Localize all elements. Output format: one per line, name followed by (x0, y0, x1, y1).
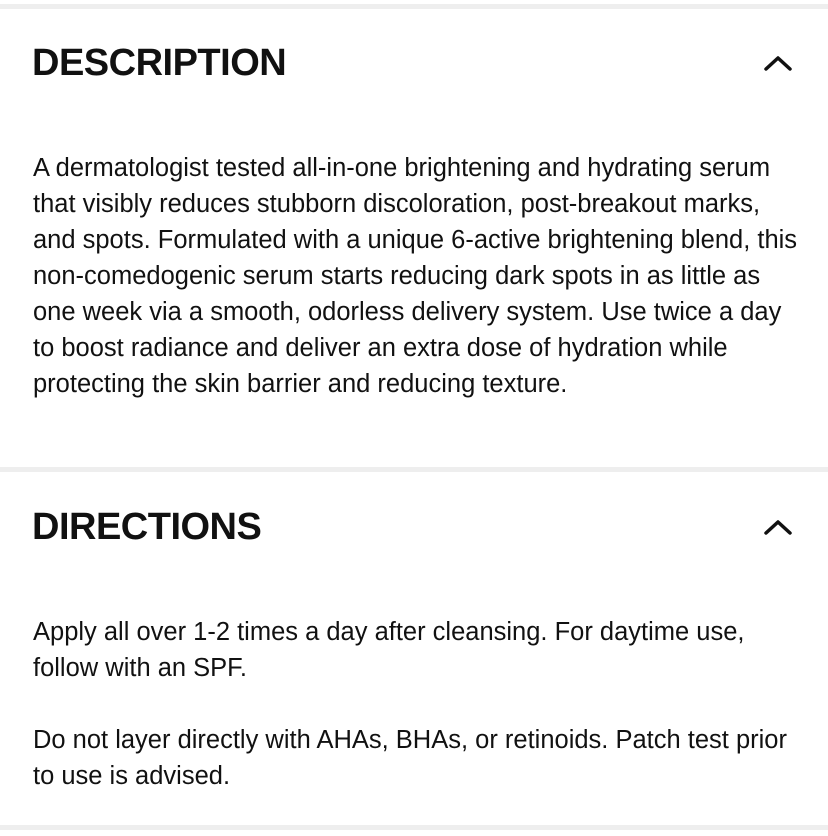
chevron-up-icon[interactable] (758, 43, 798, 83)
description-text: A dermatologist tested all-in-one brightening and hydrating serum that visibly reduces stubborn discoloration, post-breakout marks, and spots. Formulated with a unique 6-active brightening blend, this non-comedogenic serum starts reducing dark spots in as little as one week via a smooth, odorless delivery system. Use twice a day to boost radiance and deliver an extra dose of hydration while protecting the skin barrier and reducing texture. (33, 154, 798, 398)
top-divider (0, 4, 828, 9)
bottom-divider (0, 825, 828, 830)
directions-title: DIRECTIONS (32, 506, 262, 548)
directions-body (33, 614, 808, 794)
description-title: DESCRIPTION (32, 42, 287, 84)
directions-text-1: Apply all over 1-2 times a day after cleansing. For daytime use, follow with an SPF. (33, 618, 745, 682)
directions-header[interactable] (0, 497, 828, 557)
directions-text-2: Do not layer directly with AHAs, BHAs, or retinoids. Patch test prior to use is advised. (33, 726, 787, 790)
description-header[interactable] (0, 33, 828, 93)
description-body (33, 150, 808, 402)
section-divider (0, 467, 828, 472)
chevron-up-icon[interactable] (758, 507, 798, 547)
